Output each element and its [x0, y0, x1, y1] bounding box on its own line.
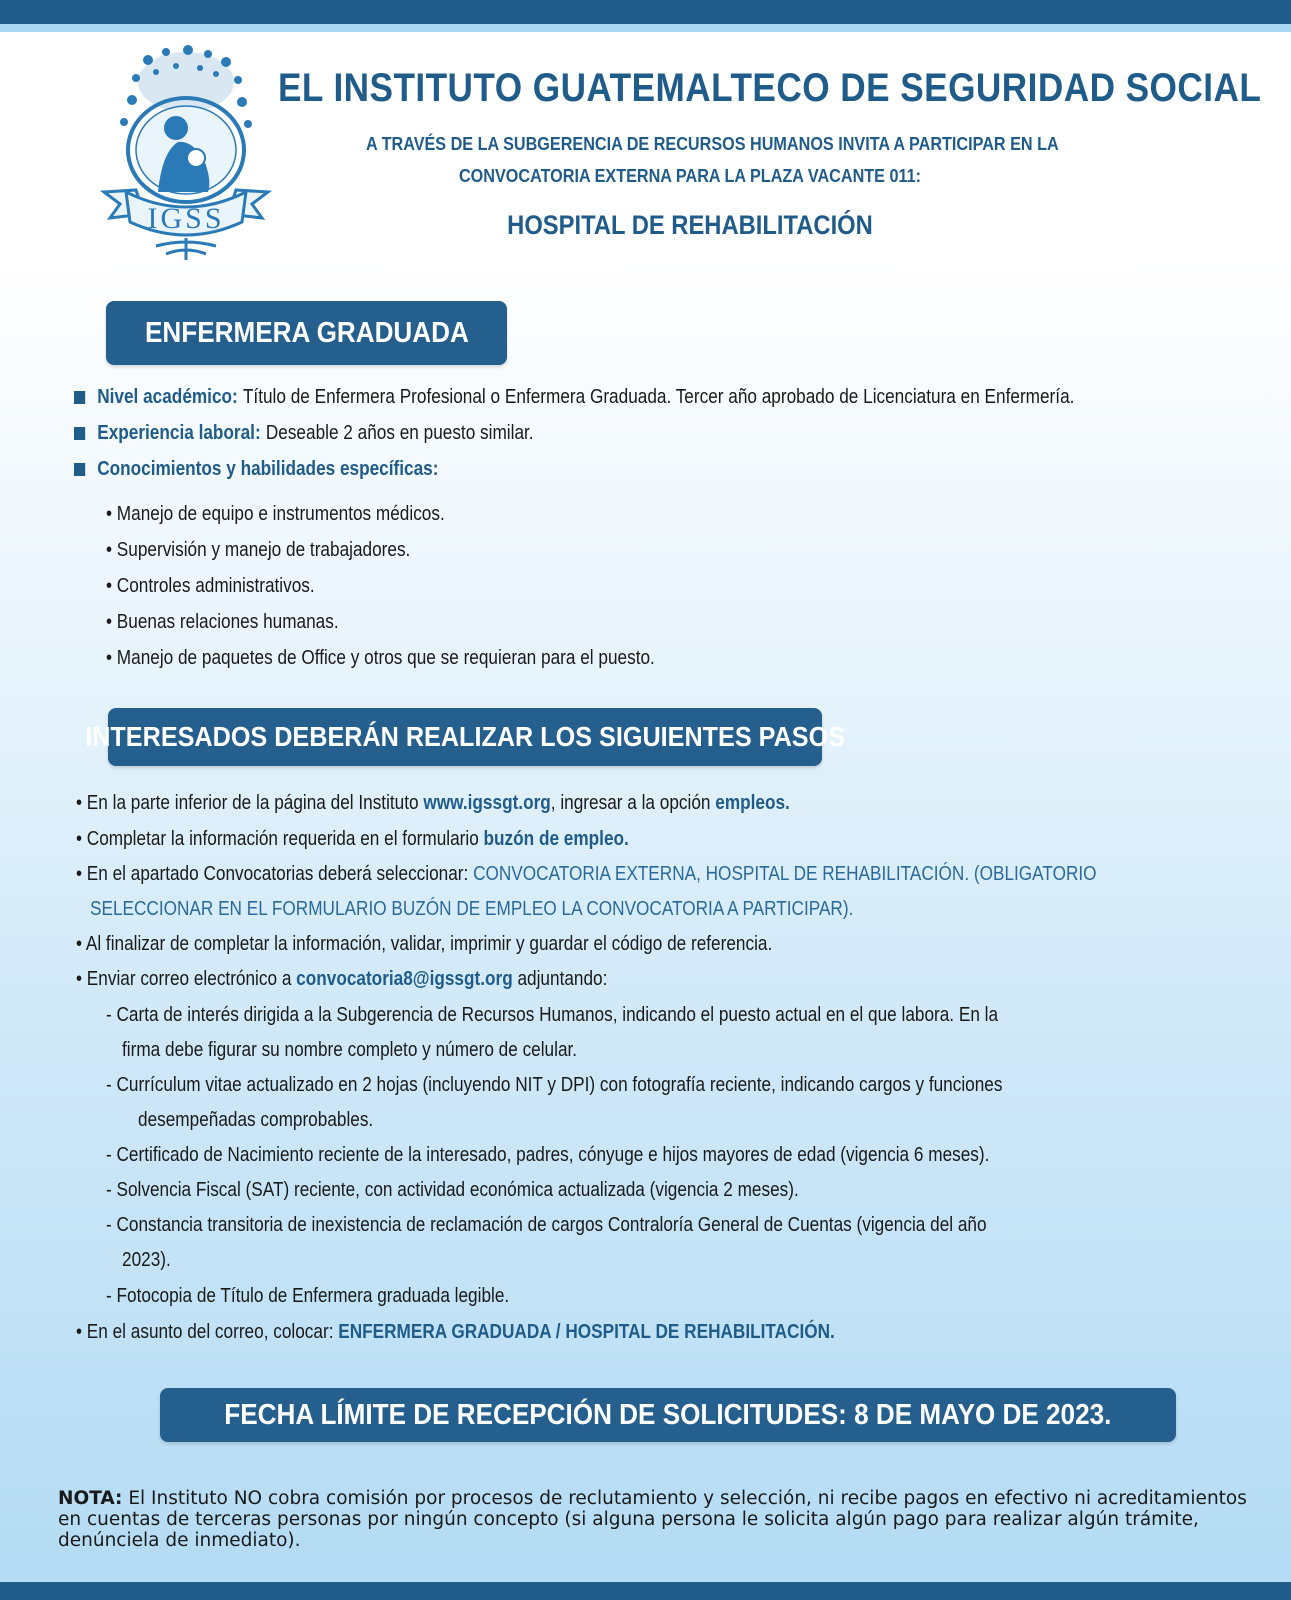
top-banner-stripe — [0, 24, 1291, 32]
requirement-academic: Nivel académico: Título de Enfermera Profesional o Enfermera Graduada. Tercer año aprobado de Licenciatura en Enfermería. — [74, 386, 1074, 409]
nota-disclaimer — [58, 1488, 1248, 1551]
igss-logo — [96, 42, 276, 264]
header-hospital: HOSPITAL DE REHABILITACIÓN — [507, 210, 873, 240]
step-6: • En el asunto del correo, colocar: ENFERMERA GRADUADA / HOSPITAL DE REHABILITACIÓN. — [76, 1321, 835, 1343]
document-item: - Carta de interés dirigida a la Subgerencia de Recursos Humanos, indicando el puesto actual en el que labora. En la — [106, 1004, 999, 1026]
document-item: - Certificado de Nacimiento reciente de la interesado, padres, cónyuge e hijos mayores de edad (vigencia 6 meses). — [106, 1144, 990, 1166]
document-item-continued: firma debe figurar su nombre completo y número de celular. — [122, 1039, 578, 1061]
document-item: - Currículum vitae actualizado en 2 hojas (incluyendo NIT y DPI) con fotografía reciente, indicando cargos y funciones — [106, 1074, 1003, 1096]
deadline-text: FECHA LÍMITE DE RECEPCIÓN DE SOLICITUDES: 8 DE MAYO DE 2023. — [224, 1398, 1112, 1431]
document-item-continued: 2023). — [122, 1249, 171, 1271]
logo-text: IGSS — [147, 202, 225, 235]
header-subtitle-line2: CONVOCATORIA EXTERNA PARA LA PLAZA VACANTE 011: — [458, 166, 922, 186]
step-5: • Enviar correo electrónico a convocatoria8@igssgt.org adjuntando: — [76, 968, 608, 990]
email-link[interactable]: convocatoria8@igssgt.org — [296, 968, 513, 990]
steps-title: INTERESADOS DEBERÁN REALIZAR LOS SIGUIENTES PASOS — [85, 721, 845, 752]
deadline-banner — [160, 1388, 1176, 1442]
document-item: - Constancia transitoria de inexistencia de reclamación de cargos Contraloría General de Cuentas (vigencia del año — [106, 1214, 987, 1236]
website-link[interactable]: www.igssgt.org — [423, 792, 551, 814]
nota-text: El Instituto NO cobra comisión por procesos de reclutamiento y selección, ni recibe pagos en efectivo ni acreditamientos en cuentas de terceras personas por ningún concepto (si alguna persona le solicita algún pago para realizar algún trámite, denúnciela de inmediato). — [58, 1488, 1247, 1551]
document-item: - Solvencia Fiscal (SAT) reciente, con actividad económica actualizada (vigencia 2 meses). — [106, 1179, 799, 1201]
header-subtitle-line1: A TRAVÉS DE LA SUBGERENCIA DE RECURSOS HUMANOS INVITA A PARTICIPAR EN LA — [366, 134, 1059, 154]
document-item: - Fotocopia de Título de Enfermera graduada legible. — [106, 1285, 510, 1307]
position-title: ENFERMERA GRADUADA — [144, 316, 469, 349]
top-banner-bar — [0, 0, 1291, 24]
step-3: • En el apartado Convocatorias deberá seleccionar: CONVOCATORIA EXTERNA, HOSPITAL DE REHABILITACIÓN. (OBLIGATORIO — [76, 863, 1097, 885]
step-3-continued: SELECCIONAR EN EL FORMULARIO BUZÓN DE EMPLEO LA CONVOCATORIA A PARTICIPAR). — [90, 898, 854, 920]
square-bullet-icon — [74, 463, 85, 476]
document-item-continued: desempeñadas comprobables. — [138, 1109, 374, 1131]
bottom-banner-bar — [0, 1582, 1291, 1600]
skill-item: • Buenas relaciones humanas. — [106, 611, 339, 633]
requirement-experience: Experiencia laboral: Deseable 2 años en puesto similar. — [74, 422, 534, 445]
empleos-link[interactable]: empleos. — [715, 792, 790, 814]
skill-item: • Manejo de equipo e instrumentos médicos. — [106, 503, 445, 525]
skill-item: • Controles administrativos. — [106, 575, 315, 597]
skill-item: • Manejo de paquetes de Office y otros que se requieran para el puesto. — [106, 647, 655, 669]
buzon-empleo-link[interactable]: buzón de empleo. — [483, 828, 629, 850]
step-1: • En la parte inferior de la página del Instituto www.igssgt.org, ingresar a la opción empleos. — [76, 792, 790, 814]
nota-label: NOTA: — [58, 1488, 123, 1509]
page-title: EL INSTITUTO GUATEMALTECO DE SEGURIDAD SOCIAL — [278, 66, 1262, 110]
square-bullet-icon — [74, 391, 85, 404]
requirement-skills: Conocimientos y habilidades específicas: — [74, 458, 444, 481]
skill-item: • Supervisión y manejo de trabajadores. — [106, 539, 411, 561]
position-title-banner — [106, 301, 507, 365]
steps-title-banner — [85, 708, 845, 766]
square-bullet-icon — [74, 427, 85, 440]
step-4: • Al finalizar de completar la información, validar, imprimir y guardar el código de referencia. — [76, 933, 773, 955]
step-2: • Completar la información requerida en el formulario buzón de empleo. — [76, 828, 629, 850]
